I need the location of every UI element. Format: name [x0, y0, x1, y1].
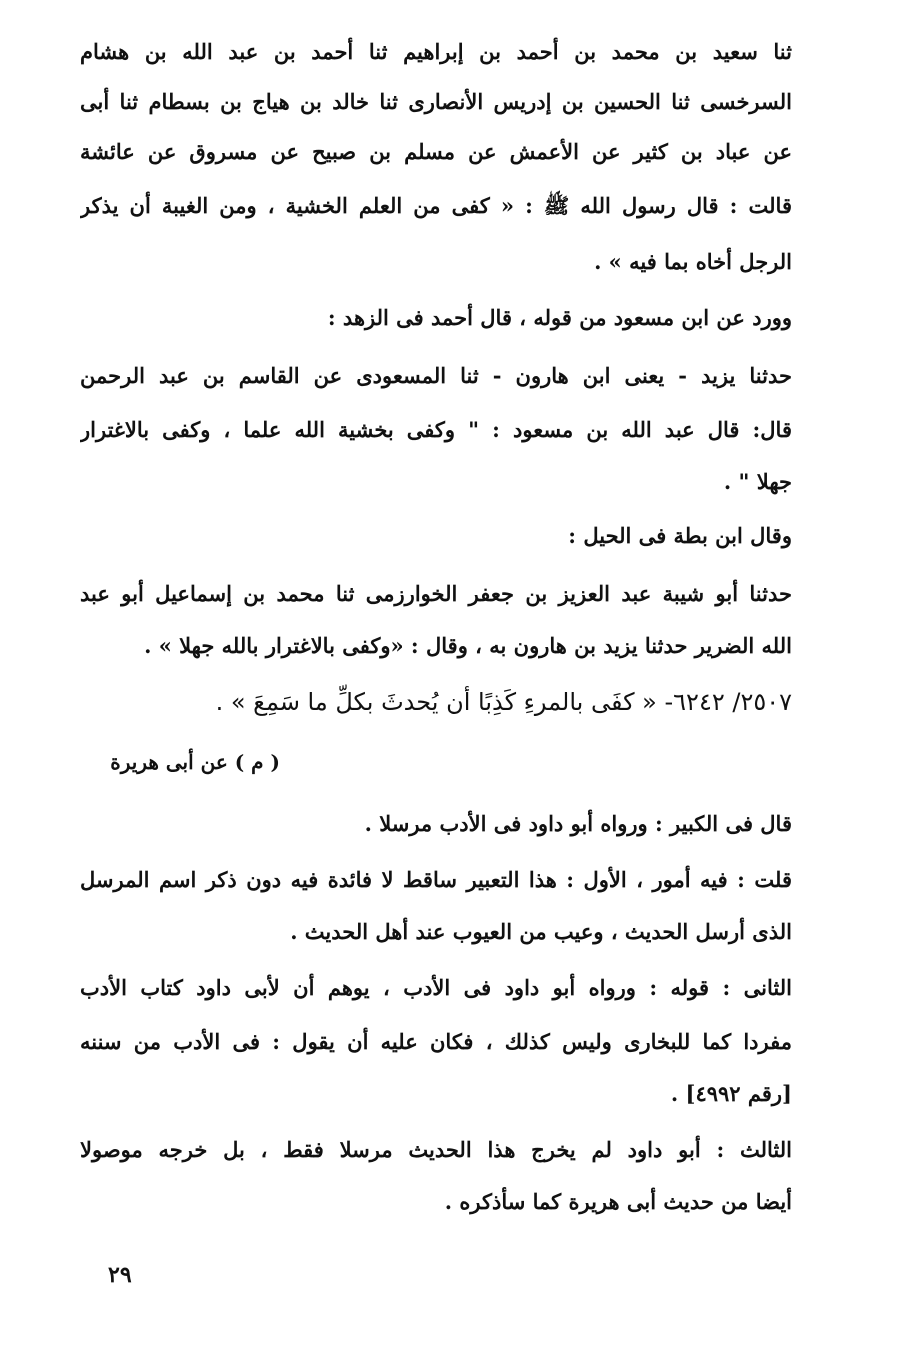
text-line: قال: قال عبد الله بن مسعود : " وكفى بخشية الله علما ، وكفى بالاغترار: [80, 417, 792, 442]
hadith-source: ( م ) عن أبى هريرة: [110, 750, 280, 774]
text-line: قلت : فيه أمور ، الأول : هذا التعبير ساقط لا فائدة فيه دون ذكر اسم المرسل: [80, 867, 792, 892]
text-line: أيضا من حديث أبى هريرة كما سأذكره .: [444, 1189, 792, 1214]
text-line: ثنا سعيد بن محمد بن أحمد بن إبراهيم ثنا أحمد بن عبد الله بن هشام: [80, 39, 792, 64]
text-line: جهلا " .: [723, 469, 792, 494]
text-line: قال فى الكبير : ورواه أبو داود فى الأدب مرسلا .: [364, 811, 792, 836]
text-line: السرخسى ثنا الحسين بن إدريس الأنصارى ثنا خالد بن هياج بن بسطام ثنا أبى: [80, 89, 792, 114]
text-line: وورد عن ابن مسعود من قوله ، قال أحمد فى الزهد :: [327, 305, 792, 330]
hadith-text: ٢٥٠٧/ ٦٢٤٢- « كفَى بالمرءِ كَذِبًا أن يُحدثَ بكلِّ ما سَمِعَ » .: [215, 688, 792, 716]
text-line: الرجل أخاه بما فيه » .: [594, 249, 792, 274]
text-line: عن عباد بن كثير عن الأعمش عن مسلم بن صبيح عن مسروق عن عائشة: [80, 139, 792, 164]
text-line: الذى أرسل الحديث ، وعيب من العيوب عند أهل الحديث .: [290, 919, 792, 944]
text-line: وقال ابن بطة فى الحيل :: [568, 523, 792, 548]
page-number: ٢٩: [108, 1262, 132, 1288]
text-line: الثانى : قوله : ورواه أبو داود فى الأدب ، يوهم أن لأبى داود كتاب الأدب: [80, 975, 792, 1000]
text-line: [رقم ٤٩٩٢] .: [670, 1081, 792, 1106]
text-line: الله الضرير حدثنا يزيد بن هارون به ، وقال : «وكفى بالاغترار بالله جهلا » .: [144, 633, 792, 658]
text-line: مفردا كما للبخارى وليس كذلك ، فكان عليه أن يقول : فى الأدب من سننه: [80, 1029, 792, 1054]
text-line: قالت : قال رسول الله ﷺ : « كفى من العلم الخشية ، ومن الغيبة أن يذكر: [80, 193, 792, 218]
text-line: حدثنا يزيد - يعنى ابن هارون - ثنا المسعودى عن القاسم بن عبد الرحمن: [80, 363, 792, 388]
text-line: الثالث : أبو داود لم يخرج هذا الحديث مرسلا فقط ، بل خرجه موصولا: [80, 1137, 792, 1162]
text-line: حدثنا أبو شيبة عبد العزيز بن جعفر الخوارزمى ثنا محمد بن إسماعيل أبو عبد: [80, 581, 792, 606]
